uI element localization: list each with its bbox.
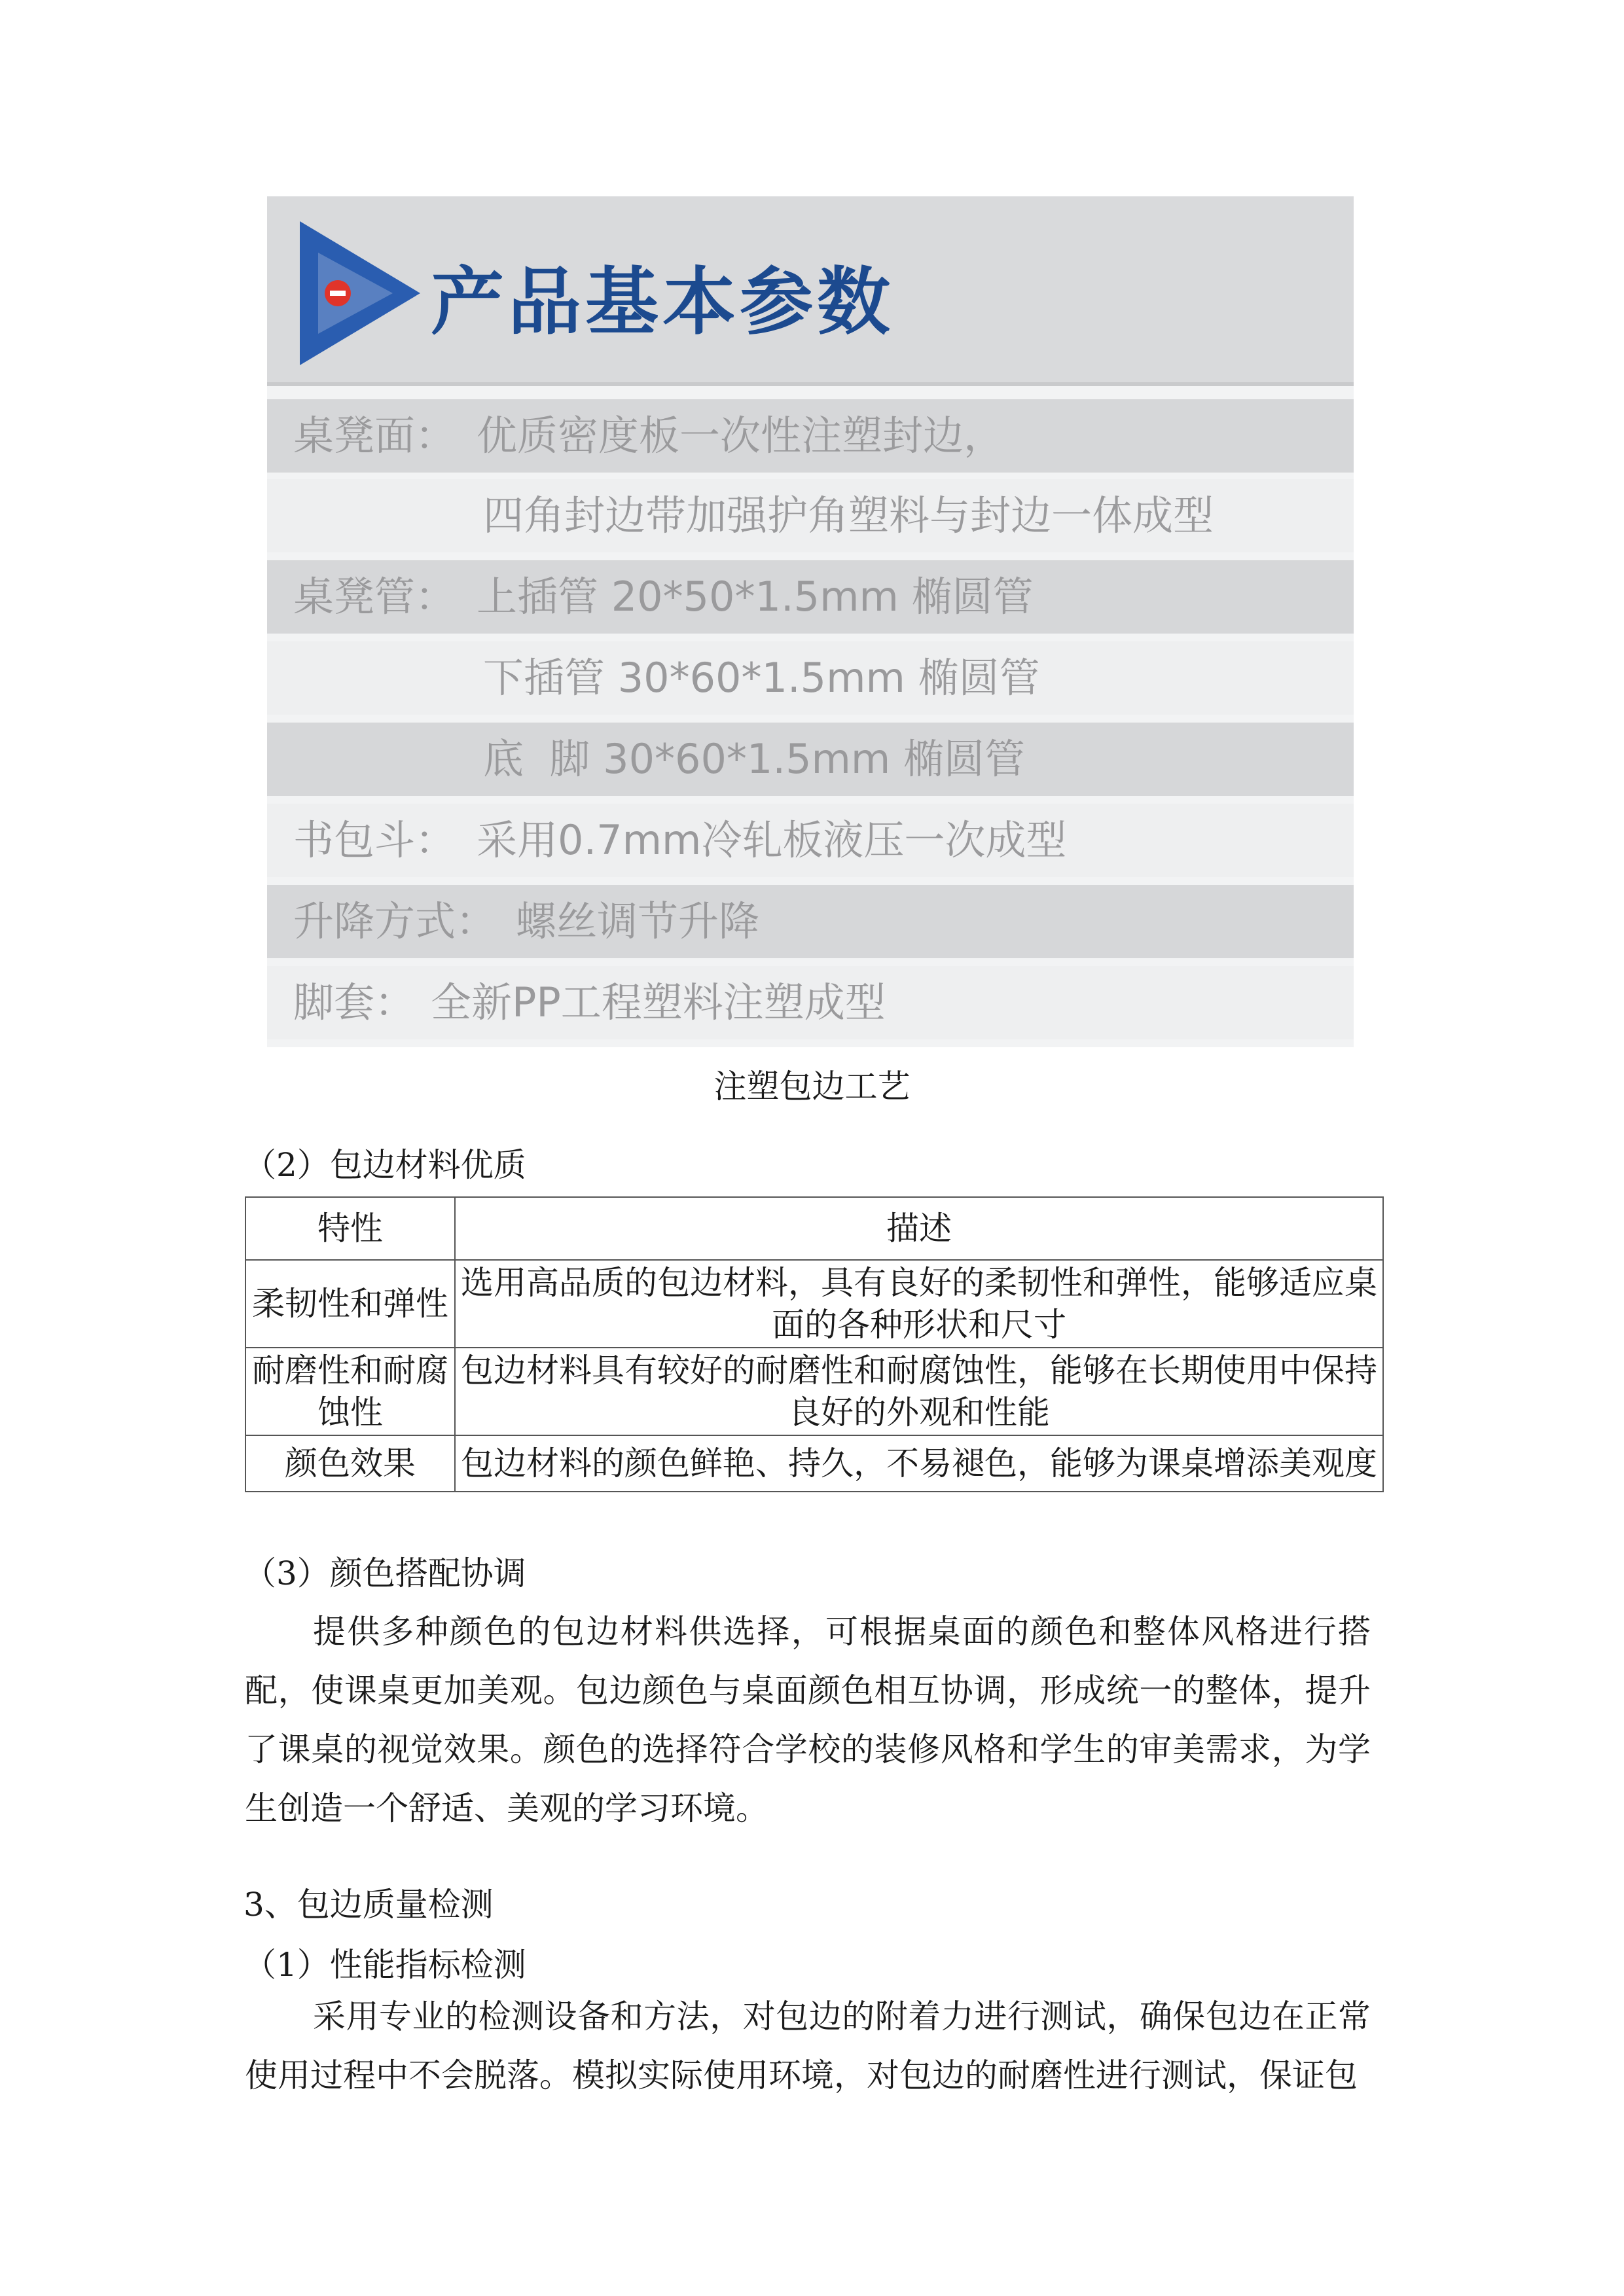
- section-heading: 3、包边质量检测: [244, 1886, 494, 1924]
- section-heading: （1）性能指标检测: [244, 1946, 526, 1984]
- table-cell-desc: 包边材料具有较好的耐磨性和耐腐蚀性，能够在长期使用中保持良好的外观和性能: [455, 1348, 1383, 1435]
- table-row: [245, 1435, 1383, 1492]
- param-row: [267, 966, 1354, 1039]
- param-value: 全新PP工程塑料注塑成型: [431, 978, 886, 1026]
- table-cell-feature: 颜色效果: [245, 1435, 455, 1492]
- param-row: [267, 641, 1354, 715]
- image-caption: 注塑包边工艺: [713, 1067, 911, 1105]
- param-row: [267, 804, 1354, 877]
- table-header-cell: 描述: [455, 1197, 1383, 1260]
- param-label: 脚套：: [293, 978, 416, 1026]
- product-params-image: [267, 196, 1354, 1047]
- param-value: 下插管 30*60*1.5mm 椭圆管: [483, 654, 1040, 702]
- table-cell-desc: 包边材料的颜色鲜艳、持久，不易褪色，能够为课桌增添美观度: [455, 1435, 1383, 1492]
- section-heading: （3）颜色搭配协调: [244, 1554, 526, 1592]
- param-label: 升降方式：: [293, 897, 497, 945]
- params-title: 产品基本参数: [431, 260, 894, 345]
- param-label: 书包斗：: [293, 816, 456, 864]
- param-label: 桌凳面：: [293, 412, 456, 459]
- table-cell-desc: 选用高品质的包边材料，具有良好的柔韧性和弹性，能够适应桌面的各种形状和尺寸: [455, 1260, 1383, 1348]
- section-heading: （2）包边材料优质: [244, 1146, 526, 1184]
- table-header-row: [245, 1197, 1383, 1260]
- table-cell-feature: 柔韧性和弹性: [245, 1260, 455, 1348]
- param-row: [267, 399, 1354, 473]
- param-value: 底 脚 30*60*1.5mm 椭圆管: [483, 735, 1026, 783]
- params-header: [267, 196, 1354, 386]
- param-row: [267, 479, 1354, 552]
- param-row: [267, 723, 1354, 796]
- play-arrow-icon: [295, 215, 425, 372]
- paragraph: 采用专业的检测设备和方法，对包边的附着力进行测试，确保包边在正常使用过程中不会脱落。模拟实际使用环境，对包边的耐磨性进行测试，保证包: [245, 1998, 1371, 2094]
- param-label: 桌凳管：: [293, 573, 456, 620]
- table-row: [245, 1260, 1383, 1348]
- table-row: [245, 1348, 1383, 1435]
- material-table: [245, 1196, 1384, 1492]
- param-value: 采用0.7mm冷轧板液压一次成型: [477, 816, 1067, 864]
- param-value: 四角封边带加强护角塑料与封边一体成型: [483, 492, 1214, 539]
- param-row: [267, 885, 1354, 958]
- paragraph: 提供多种颜色的包边材料供选择，可根据桌面的颜色和整体风格进行搭配，使课桌更加美观。包边颜色与桌面颜色相互协调，形成统一的整体，提升了课桌的视觉效果。颜色的选择符合学校的装修风格和学生的审美需求，为学生创造一个舒适、美观的学习环境。: [245, 1613, 1371, 1827]
- param-value: 上插管 20*50*1.5mm 椭圆管: [477, 573, 1034, 620]
- table-cell-feature: 耐磨性和耐腐蚀性: [245, 1348, 455, 1435]
- param-value: 优质密度板一次性注塑封边，: [477, 412, 1005, 459]
- table-header-cell: 特性: [245, 1197, 455, 1260]
- param-value: 螺丝调节升降: [516, 897, 760, 945]
- param-row: [267, 560, 1354, 634]
